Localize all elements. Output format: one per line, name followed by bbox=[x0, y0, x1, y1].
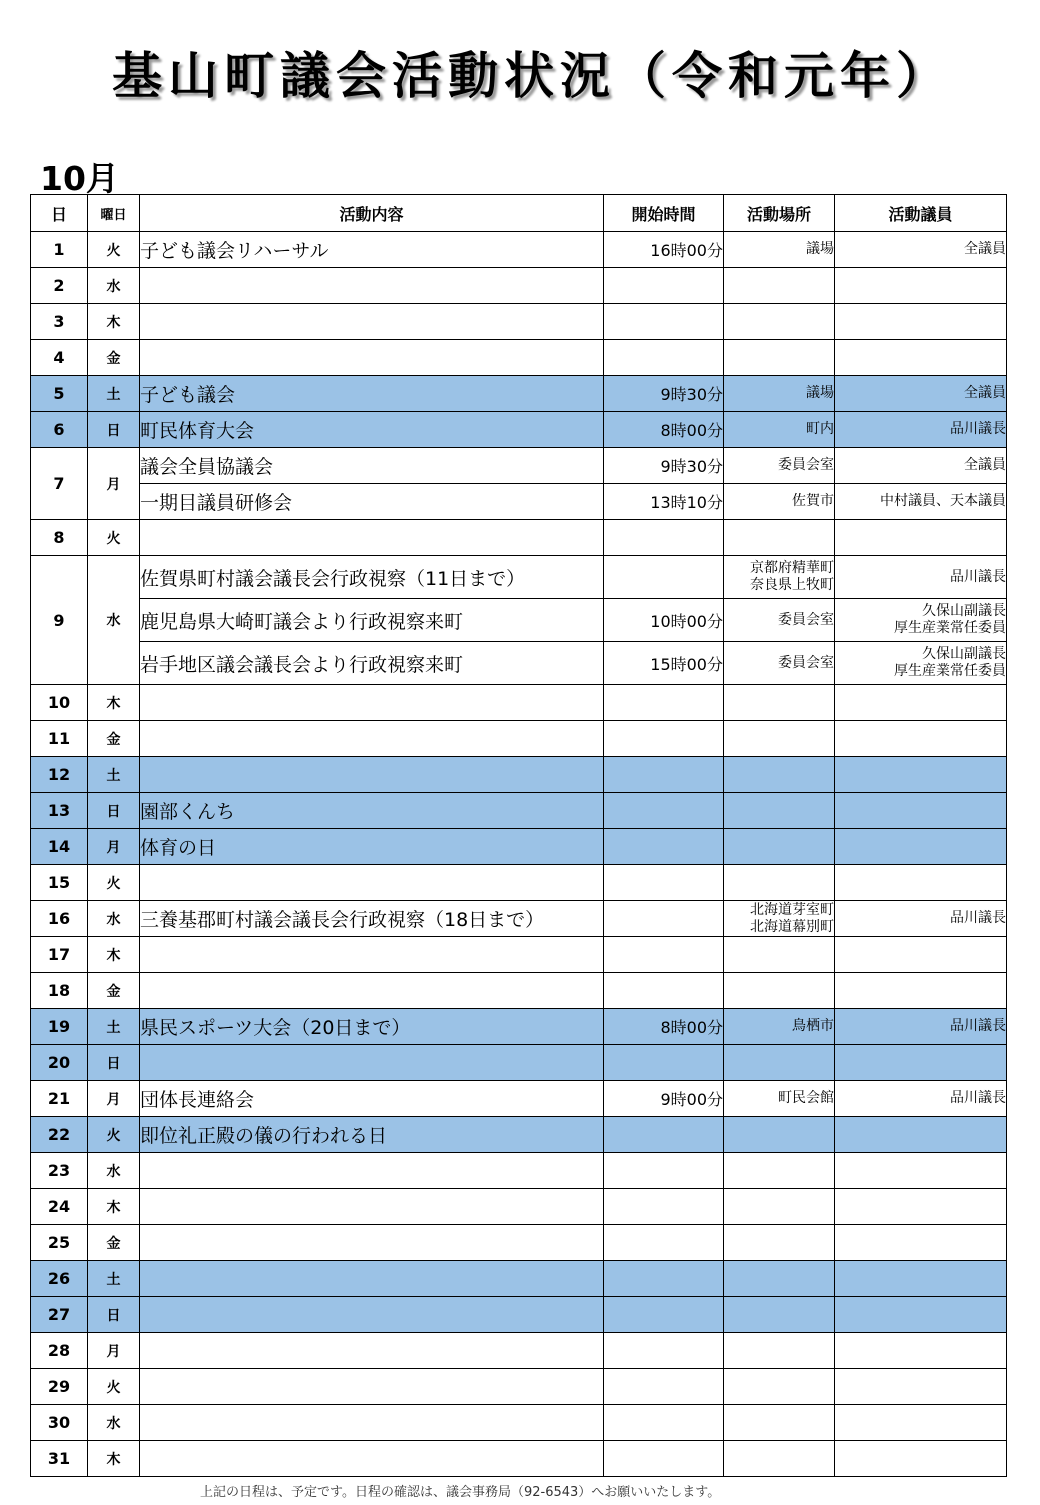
table-row bbox=[31, 642, 1007, 685]
weekday-cell: 火 bbox=[88, 232, 140, 268]
members-cell bbox=[835, 412, 1007, 448]
table-row bbox=[31, 1081, 1007, 1117]
weekday-cell: 木 bbox=[88, 937, 140, 973]
place-cell bbox=[724, 556, 835, 599]
day-cell: 28 bbox=[31, 1333, 88, 1369]
day-cell: 8 bbox=[31, 520, 88, 556]
activity-cell bbox=[140, 937, 604, 973]
members-cell bbox=[835, 1261, 1007, 1297]
activity-cell bbox=[140, 1441, 604, 1477]
members-cell bbox=[835, 484, 1007, 520]
activity-cell bbox=[140, 721, 604, 757]
place-cell bbox=[724, 1081, 835, 1117]
activity-cell bbox=[140, 1405, 604, 1441]
cell-line: 奈良県上牧町 bbox=[750, 577, 834, 593]
weekday-cell: 火 bbox=[88, 1369, 140, 1405]
day-cell: 30 bbox=[31, 1405, 88, 1441]
members-cell bbox=[835, 1045, 1007, 1081]
start-time-cell bbox=[604, 1225, 724, 1261]
day-cell: 27 bbox=[31, 1297, 88, 1333]
weekday-cell: 金 bbox=[88, 1225, 140, 1261]
day-cell: 12 bbox=[31, 757, 88, 793]
cell-line: 厚生産業常任委員 bbox=[894, 663, 1006, 679]
members-cell bbox=[835, 1153, 1007, 1189]
activity-cell bbox=[140, 865, 604, 901]
table-row bbox=[31, 520, 1007, 556]
start-time-cell bbox=[604, 937, 724, 973]
cell-line: 品川議長 bbox=[950, 421, 1006, 437]
activity-cell bbox=[140, 1333, 604, 1369]
cell-line: 委員会室 bbox=[778, 654, 834, 671]
activity-cell: 三養基郡町村議会議長会行政視察（18日まで） bbox=[140, 901, 604, 937]
activity-cell bbox=[140, 1369, 604, 1405]
day-cell: 7 bbox=[31, 448, 88, 520]
day-cell: 11 bbox=[31, 721, 88, 757]
table-row bbox=[31, 268, 1007, 304]
start-time-cell bbox=[604, 685, 724, 721]
start-time-cell: 9時00分 bbox=[604, 1081, 724, 1117]
activity-cell: 県民スポーツ大会（20日まで） bbox=[140, 1009, 604, 1045]
place-cell bbox=[724, 1369, 835, 1405]
start-time-cell bbox=[604, 973, 724, 1009]
day-cell: 1 bbox=[31, 232, 88, 268]
place-cell bbox=[724, 1225, 835, 1261]
day-cell: 3 bbox=[31, 304, 88, 340]
schedule-table bbox=[30, 194, 1007, 1477]
start-time-cell: 13時10分 bbox=[604, 484, 724, 520]
day-cell: 22 bbox=[31, 1117, 88, 1153]
place-cell bbox=[724, 757, 835, 793]
start-time-cell bbox=[604, 1117, 724, 1153]
cell-line: 中村議員、天本議員 bbox=[880, 493, 1006, 509]
place-cell bbox=[724, 901, 835, 937]
start-time-cell: 9時30分 bbox=[604, 376, 724, 412]
activity-cell: 即位礼正殿の儀の行われる日 bbox=[140, 1117, 604, 1153]
start-time-cell: 8時00分 bbox=[604, 1009, 724, 1045]
weekday-cell: 土 bbox=[88, 376, 140, 412]
members-cell bbox=[835, 685, 1007, 721]
place-cell bbox=[724, 412, 835, 448]
activity-cell: 体育の日 bbox=[140, 829, 604, 865]
activity-cell: 鹿児島県大崎町議会より行政視察来町 bbox=[140, 599, 604, 642]
weekday-cell: 木 bbox=[88, 685, 140, 721]
weekday-cell: 土 bbox=[88, 757, 140, 793]
header-time: 開始時間 bbox=[604, 195, 724, 232]
start-time-cell bbox=[604, 1333, 724, 1369]
members-cell bbox=[835, 829, 1007, 865]
month-label: 10月 bbox=[40, 159, 119, 198]
table-row bbox=[31, 1405, 1007, 1441]
cell-line: 京都府精華町 bbox=[750, 560, 834, 576]
members-cell bbox=[835, 232, 1007, 268]
members-cell bbox=[835, 1369, 1007, 1405]
table-row bbox=[31, 829, 1007, 865]
day-cell: 19 bbox=[31, 1009, 88, 1045]
members-cell bbox=[835, 757, 1007, 793]
weekday-cell: 木 bbox=[88, 1189, 140, 1225]
place-cell bbox=[724, 937, 835, 973]
activity-cell bbox=[140, 304, 604, 340]
day-cell: 16 bbox=[31, 901, 88, 937]
start-time-cell: 8時00分 bbox=[604, 412, 724, 448]
day-cell: 14 bbox=[31, 829, 88, 865]
cell-line: 北海道芽室町 bbox=[750, 901, 834, 918]
activity-cell bbox=[140, 340, 604, 376]
place-cell bbox=[724, 721, 835, 757]
activity-cell: 子ども議会リハーサル bbox=[140, 232, 604, 268]
activity-cell bbox=[140, 1261, 604, 1297]
table-row bbox=[31, 1189, 1007, 1225]
cell-line: 鳥栖市 bbox=[792, 1018, 834, 1034]
table-row bbox=[31, 1297, 1007, 1333]
table-row bbox=[31, 757, 1007, 793]
start-time-cell bbox=[604, 1045, 724, 1081]
place-cell bbox=[724, 829, 835, 865]
members-cell bbox=[835, 599, 1007, 642]
start-time-cell bbox=[604, 901, 724, 937]
weekday-cell: 月 bbox=[88, 1333, 140, 1369]
start-time-cell bbox=[604, 1405, 724, 1441]
place-cell bbox=[724, 1153, 835, 1189]
place-cell bbox=[724, 340, 835, 376]
start-time-cell bbox=[604, 520, 724, 556]
cell-line: 町内 bbox=[806, 421, 834, 437]
table-row bbox=[31, 448, 1007, 484]
start-time-cell bbox=[604, 1297, 724, 1333]
day-cell: 29 bbox=[31, 1369, 88, 1405]
footer-note: 上記の日程は、予定です。日程の確認は、議会事務局（92-6543）へお願いいたします。 bbox=[200, 1485, 721, 1500]
weekday-cell: 月 bbox=[88, 1081, 140, 1117]
activity-cell: 町民体育大会 bbox=[140, 412, 604, 448]
table-row bbox=[31, 376, 1007, 412]
day-cell: 20 bbox=[31, 1045, 88, 1081]
members-cell bbox=[835, 1225, 1007, 1261]
place-cell bbox=[724, 793, 835, 829]
weekday-cell: 木 bbox=[88, 304, 140, 340]
header-members: 活動議員 bbox=[835, 195, 1007, 232]
table-row bbox=[31, 340, 1007, 376]
members-cell bbox=[835, 556, 1007, 599]
start-time-cell bbox=[604, 268, 724, 304]
day-cell: 10 bbox=[31, 685, 88, 721]
start-time-cell bbox=[604, 1261, 724, 1297]
activity-cell bbox=[140, 1297, 604, 1333]
table-row bbox=[31, 685, 1007, 721]
cell-line: 議場 bbox=[806, 241, 834, 257]
activity-cell: 岩手地区議会議長会より行政視察来町 bbox=[140, 642, 604, 685]
weekday-cell: 金 bbox=[88, 973, 140, 1009]
weekday-cell: 水 bbox=[88, 901, 140, 937]
table-row bbox=[31, 556, 1007, 599]
weekday-cell: 月 bbox=[88, 448, 140, 520]
weekday-cell: 水 bbox=[88, 1153, 140, 1189]
weekday-cell: 火 bbox=[88, 1117, 140, 1153]
members-cell bbox=[835, 1189, 1007, 1225]
cell-line: 議場 bbox=[806, 385, 834, 401]
day-cell: 31 bbox=[31, 1441, 88, 1477]
members-cell bbox=[835, 1009, 1007, 1045]
place-cell bbox=[724, 1009, 835, 1045]
members-cell bbox=[835, 1441, 1007, 1477]
cell-line: 全議員 bbox=[964, 241, 1006, 257]
table-row bbox=[31, 793, 1007, 829]
activity-cell bbox=[140, 1225, 604, 1261]
activity-cell bbox=[140, 1153, 604, 1189]
place-cell bbox=[724, 865, 835, 901]
day-cell: 24 bbox=[31, 1189, 88, 1225]
members-cell bbox=[835, 1405, 1007, 1441]
members-cell bbox=[835, 721, 1007, 757]
day-cell: 2 bbox=[31, 268, 88, 304]
activity-cell: 佐賀県町村議会議長会行政視察（11日まで） bbox=[140, 556, 604, 599]
start-time-cell bbox=[604, 340, 724, 376]
activity-cell: 子ども議会 bbox=[140, 376, 604, 412]
cell-line: 品川議長 bbox=[950, 910, 1006, 926]
start-time-cell bbox=[604, 865, 724, 901]
place-cell bbox=[724, 268, 835, 304]
place-cell bbox=[724, 376, 835, 412]
header-day: 日 bbox=[31, 195, 88, 232]
members-cell bbox=[835, 304, 1007, 340]
place-cell bbox=[724, 973, 835, 1009]
weekday-cell: 水 bbox=[88, 268, 140, 304]
table-row bbox=[31, 1261, 1007, 1297]
cell-line: 品川議長 bbox=[950, 1018, 1006, 1034]
table-row bbox=[31, 304, 1007, 340]
start-time-cell bbox=[604, 829, 724, 865]
members-cell bbox=[835, 1081, 1007, 1117]
weekday-cell: 日 bbox=[88, 1297, 140, 1333]
table-row bbox=[31, 937, 1007, 973]
members-cell bbox=[835, 520, 1007, 556]
table-row bbox=[31, 599, 1007, 642]
activity-cell bbox=[140, 973, 604, 1009]
table-header-row bbox=[31, 195, 1007, 232]
cell-line: 全議員 bbox=[964, 457, 1006, 473]
day-cell: 5 bbox=[31, 376, 88, 412]
activity-cell bbox=[140, 520, 604, 556]
day-cell: 9 bbox=[31, 556, 88, 685]
cell-line: 佐賀市 bbox=[792, 493, 834, 509]
place-cell bbox=[724, 484, 835, 520]
start-time-cell: 16時00分 bbox=[604, 232, 724, 268]
activity-cell: 議会全員協議会 bbox=[140, 448, 604, 484]
start-time-cell bbox=[604, 1369, 724, 1405]
weekday-cell: 水 bbox=[88, 556, 140, 685]
activity-cell: 一期目議員研修会 bbox=[140, 484, 604, 520]
weekday-cell: 火 bbox=[88, 520, 140, 556]
place-cell bbox=[724, 1045, 835, 1081]
place-cell bbox=[724, 642, 835, 685]
day-cell: 21 bbox=[31, 1081, 88, 1117]
place-cell bbox=[724, 1441, 835, 1477]
weekday-cell: 木 bbox=[88, 1441, 140, 1477]
cell-line: 全議員 bbox=[964, 385, 1006, 401]
members-cell bbox=[835, 448, 1007, 484]
header-activity: 活動内容 bbox=[140, 195, 604, 232]
start-time-cell bbox=[604, 793, 724, 829]
weekday-cell: 土 bbox=[88, 1261, 140, 1297]
table-row bbox=[31, 1225, 1007, 1261]
table-row bbox=[31, 973, 1007, 1009]
table-row bbox=[31, 721, 1007, 757]
cell-line: 久保山副議長 bbox=[922, 603, 1006, 619]
members-cell bbox=[835, 901, 1007, 937]
day-cell: 23 bbox=[31, 1153, 88, 1189]
day-cell: 13 bbox=[31, 793, 88, 829]
table-row bbox=[31, 1009, 1007, 1045]
place-cell bbox=[724, 1117, 835, 1153]
activity-cell bbox=[140, 268, 604, 304]
day-cell: 6 bbox=[31, 412, 88, 448]
table-row bbox=[31, 1441, 1007, 1477]
weekday-cell: 日 bbox=[88, 1045, 140, 1081]
table-row bbox=[31, 901, 1007, 937]
start-time-cell bbox=[604, 1189, 724, 1225]
start-time-cell bbox=[604, 304, 724, 340]
table-row bbox=[31, 1369, 1007, 1405]
page-title: 基山町議会活動状況（令和元年） bbox=[112, 47, 952, 105]
cell-line: 町民会館 bbox=[778, 1090, 834, 1106]
activity-cell bbox=[140, 685, 604, 721]
table-row bbox=[31, 1117, 1007, 1153]
members-cell bbox=[835, 642, 1007, 685]
start-time-cell: 10時00分 bbox=[604, 599, 724, 642]
start-time-cell bbox=[604, 1153, 724, 1189]
place-cell bbox=[724, 520, 835, 556]
table-row bbox=[31, 1333, 1007, 1369]
day-cell: 17 bbox=[31, 937, 88, 973]
weekday-cell: 日 bbox=[88, 412, 140, 448]
activity-cell bbox=[140, 757, 604, 793]
weekday-cell: 土 bbox=[88, 1009, 140, 1045]
table-row bbox=[31, 1153, 1007, 1189]
members-cell bbox=[835, 376, 1007, 412]
activity-cell: 園部くんち bbox=[140, 793, 604, 829]
activity-cell bbox=[140, 1045, 604, 1081]
place-cell bbox=[724, 685, 835, 721]
place-cell bbox=[724, 448, 835, 484]
day-cell: 18 bbox=[31, 973, 88, 1009]
day-cell: 4 bbox=[31, 340, 88, 376]
place-cell bbox=[724, 1297, 835, 1333]
members-cell bbox=[835, 793, 1007, 829]
activity-cell: 団体長連絡会 bbox=[140, 1081, 604, 1117]
start-time-cell: 15時00分 bbox=[604, 642, 724, 685]
members-cell bbox=[835, 1333, 1007, 1369]
cell-line: 品川議長 bbox=[950, 568, 1006, 585]
table-row bbox=[31, 412, 1007, 448]
start-time-cell bbox=[604, 757, 724, 793]
place-cell bbox=[724, 304, 835, 340]
day-cell: 26 bbox=[31, 1261, 88, 1297]
members-cell bbox=[835, 1297, 1007, 1333]
activity-cell bbox=[140, 1189, 604, 1225]
weekday-cell: 金 bbox=[88, 721, 140, 757]
place-cell bbox=[724, 1261, 835, 1297]
cell-line: 久保山副議長 bbox=[922, 646, 1006, 662]
table-row bbox=[31, 865, 1007, 901]
header-place: 活動場所 bbox=[724, 195, 835, 232]
start-time-cell bbox=[604, 556, 724, 599]
start-time-cell: 9時30分 bbox=[604, 448, 724, 484]
place-cell bbox=[724, 1189, 835, 1225]
members-cell bbox=[835, 1117, 1007, 1153]
schedule-body bbox=[31, 232, 1007, 1477]
weekday-cell: 日 bbox=[88, 793, 140, 829]
members-cell bbox=[835, 340, 1007, 376]
weekday-cell: 水 bbox=[88, 1405, 140, 1441]
members-cell bbox=[835, 865, 1007, 901]
members-cell bbox=[835, 937, 1007, 973]
place-cell bbox=[724, 1333, 835, 1369]
table-row bbox=[31, 484, 1007, 520]
start-time-cell bbox=[604, 1441, 724, 1477]
cell-line: 委員会室 bbox=[778, 611, 834, 628]
place-cell bbox=[724, 599, 835, 642]
cell-line: 品川議長 bbox=[950, 1090, 1006, 1106]
place-cell bbox=[724, 232, 835, 268]
cell-line: 委員会室 bbox=[778, 457, 834, 473]
table-row bbox=[31, 232, 1007, 268]
weekday-cell: 火 bbox=[88, 865, 140, 901]
weekday-cell: 金 bbox=[88, 340, 140, 376]
start-time-cell bbox=[604, 721, 724, 757]
cell-line: 厚生産業常任委員 bbox=[894, 620, 1006, 636]
place-cell bbox=[724, 1405, 835, 1441]
table-row bbox=[31, 1045, 1007, 1081]
day-cell: 15 bbox=[31, 865, 88, 901]
weekday-cell: 月 bbox=[88, 829, 140, 865]
header-weekday: 曜日 bbox=[88, 195, 140, 232]
day-cell: 25 bbox=[31, 1225, 88, 1261]
members-cell bbox=[835, 268, 1007, 304]
cell-line: 北海道幕別町 bbox=[750, 918, 834, 935]
members-cell bbox=[835, 973, 1007, 1009]
